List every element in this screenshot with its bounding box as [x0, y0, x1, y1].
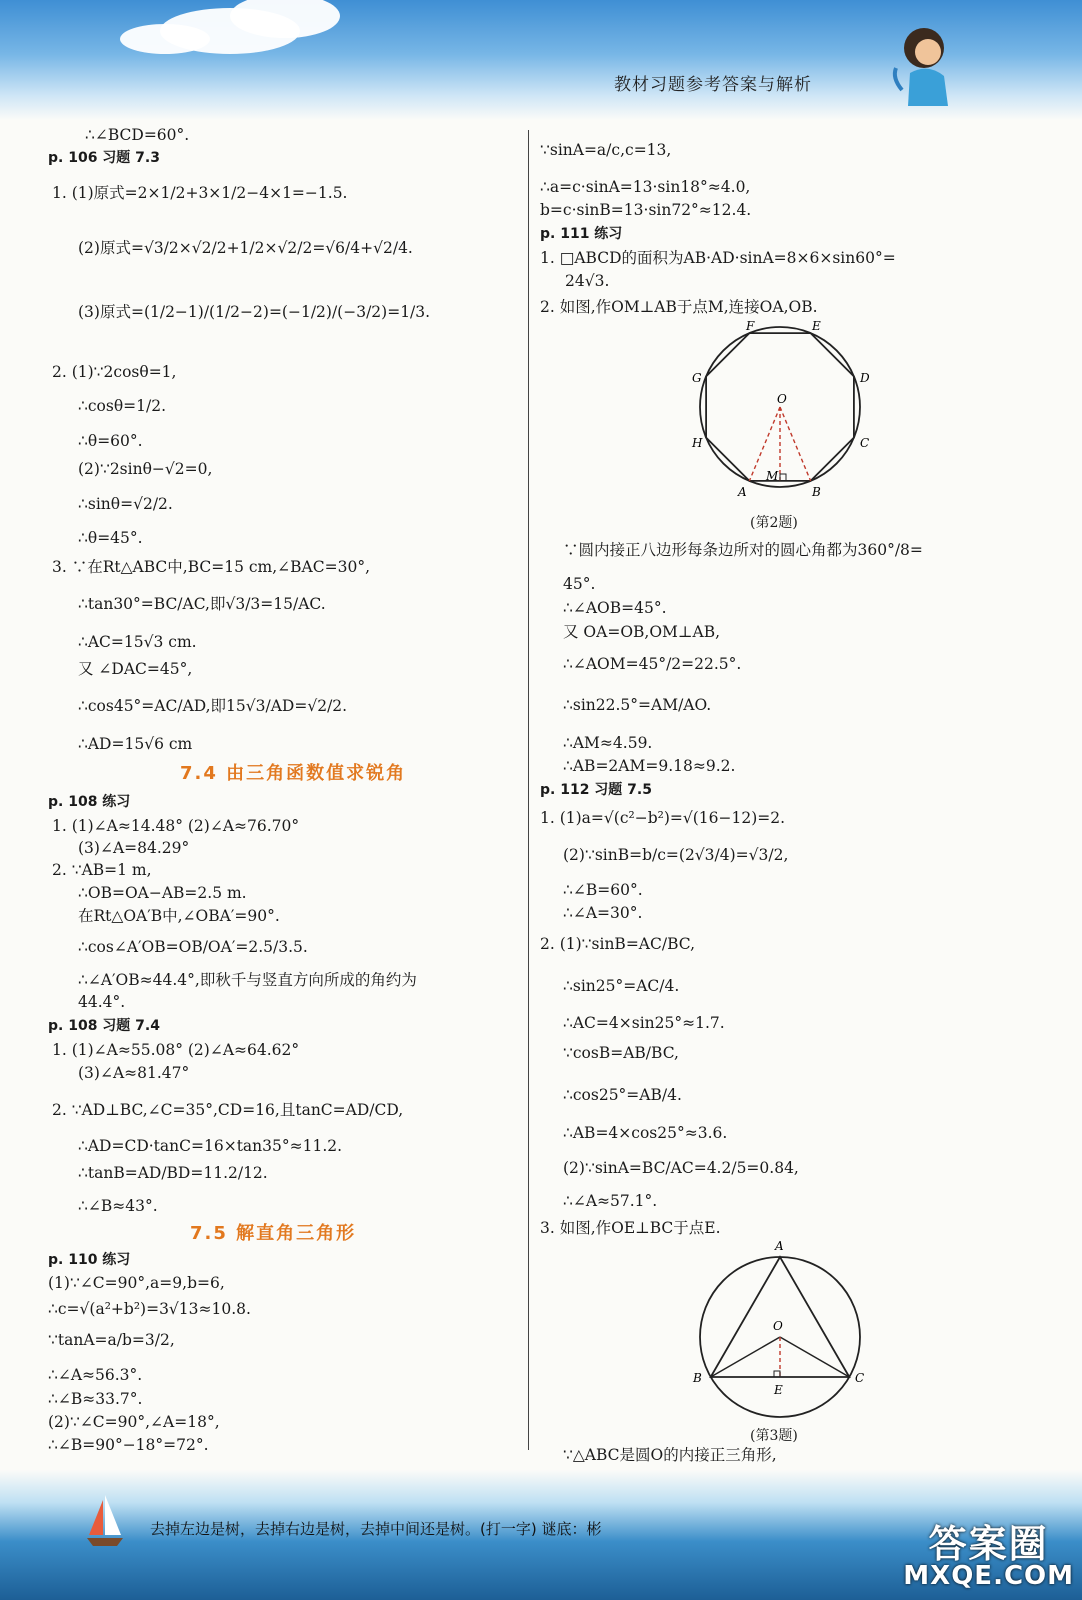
text-line: (3)原式=(1/2−1)/(1/2−2)=(−1/2)/(−3/2)=1/3. [78, 303, 431, 321]
figure-caption: (第2题) [750, 515, 798, 531]
vertex-label: B [812, 485, 821, 499]
text-line: 45°. [563, 575, 596, 593]
text-line: b=c·sinB=13·sin72°≈12.4. [540, 201, 752, 219]
exercise-heading: p. 106 习题 7.3 [48, 150, 160, 166]
text-line: ∴sin25°=AC/4. [563, 977, 680, 995]
text-line: ∴cos45°=AC/AD,即15√3/AD=√2/2. [78, 697, 348, 715]
text-line: ∴AD=CD·tanC=16×tan35°≈11.2. [78, 1137, 343, 1155]
text-line: 3. ∵在Rt△ABC中,BC=15 cm,∠BAC=30°, [52, 558, 370, 576]
watermark-domain: MXQE.COM [903, 1561, 1074, 1591]
vertex-label: F [746, 319, 755, 333]
right-angle-mark [780, 474, 786, 481]
site-watermark [903, 1522, 1074, 1591]
exercise-heading: p. 111 练习 [540, 226, 623, 242]
vertex-label: C [860, 436, 870, 450]
text-line: 1. (1)∠A≈14.48° (2)∠A≈76.70° [52, 817, 300, 835]
text-line: ∴∠B=60°. [563, 881, 643, 899]
text-line: 2. 如图,作OM⊥AB于点M,连接OA,OB. [540, 298, 818, 316]
text-line: 1. □ABCD的面积为AB·AD·sinA=8×6×sin60°= [540, 249, 896, 267]
text-line: ∴cos25°=AB/4. [563, 1086, 682, 1104]
segment-OB [780, 407, 811, 481]
text-line: 又 OA=OB,OM⊥AB, [563, 623, 721, 641]
section-title: 7.5 解直角三角形 [190, 1223, 357, 1244]
vertex-label: D [860, 371, 870, 385]
exercise-heading: p. 108 练习 [48, 794, 131, 810]
text-line: ∵△ABC是圆O的内接正三角形, [563, 1446, 777, 1464]
text-line: ∴cosθ=1/2. [78, 397, 167, 415]
text-line: ∴∠A≈57.1°. [563, 1192, 658, 1210]
text-line: ∴AD=15√6 cm [78, 735, 193, 753]
watermark-title: 答案圈 [928, 1522, 1049, 1566]
text-line: ∴AM≈4.59. [563, 734, 653, 752]
text-line: ∴θ=60°. [78, 432, 143, 450]
text-line: ∴∠AOB=45°. [563, 599, 667, 617]
text-line: ∴a=c·sinA=13·sin18°≈4.0, [540, 178, 751, 196]
text-line: 2. (1)∵sinB=AC/BC, [540, 935, 695, 953]
text-line: 2. ∵AD⊥BC,∠C=35°,CD=16,且tanC=AD/CD, [52, 1101, 404, 1119]
text-line: 24√3. [565, 272, 610, 290]
text-line: (3)∠A=84.29° [78, 839, 190, 857]
vertex-label: O [777, 392, 787, 406]
vertex-label: C [855, 1371, 865, 1385]
text-line: 3. 如图,作OE⊥BC于点E. [540, 1219, 721, 1237]
text-line: 在Rt△OA′B中,∠OBA′=90°. [78, 907, 280, 925]
text-line: 44.4°. [78, 993, 126, 1011]
text-line: 1. (1)原式=2×1/2+3×1/2−4×1=−1.5. [52, 184, 348, 202]
text-line: (2)∵∠C=90°,∠A=18°, [48, 1413, 220, 1431]
text-line: ∴c=√(a²+b²)=3√13≈10.8. [48, 1300, 251, 1318]
text-line: 2. ∵AB=1 m, [52, 861, 152, 879]
text-line: (1)∵∠C=90°,a=9,b=6, [48, 1274, 225, 1292]
vertex-label: G [692, 371, 702, 385]
text-line: (2)∵sinB=b/c=(2√3/4)=√3/2, [563, 846, 789, 864]
text-line: ∴OB=OA−AB=2.5 m. [78, 884, 247, 902]
text-line: ∴∠B≈33.7°. [48, 1390, 143, 1408]
text-line: ∴∠B≈43°. [78, 1197, 158, 1215]
text-line: ∴sin22.5°=AM/AO. [563, 696, 712, 714]
text-line: ∴tan30°=BC/AC,即√3/3=15/AC. [78, 595, 326, 613]
header-title: 教材习题参考答案与解析 [614, 75, 812, 95]
right-angle-mark [774, 1371, 780, 1377]
text-line: ∴∠BCD=60°. [85, 126, 190, 144]
exercise-heading: p. 110 练习 [48, 1252, 131, 1268]
text-line: ∴cos∠A′OB=OB/OA′=2.5/3.5. [78, 938, 308, 956]
vertex-label: A [775, 1239, 784, 1253]
text-line: ∴tanB=AD/BD=11.2/12. [78, 1164, 268, 1182]
vertex-label: E [774, 1383, 783, 1397]
text-line: (2)∵sinA=BC/AC=4.2/5=0.84, [563, 1159, 799, 1177]
text-line: ∴AB=2AM=9.18≈9.2. [563, 757, 736, 775]
vertex-label: M [766, 469, 779, 483]
text-line: (2)∵2sinθ−√2=0, [78, 460, 213, 478]
text-line: ∴sinθ=√2/2. [78, 495, 173, 513]
text-line: (3)∠A≈81.47° [78, 1064, 190, 1082]
section-title: 7.4 由三角函数值求锐角 [180, 763, 407, 784]
text-line: ∴AC=4×sin25°≈1.7. [563, 1014, 725, 1032]
text-line: 2. (1)∵2cosθ=1, [52, 363, 177, 381]
text-line: ∵cosB=AB/BC, [563, 1044, 679, 1062]
text-line: (2)原式=√3/2×√2/2+1/2×√2/2=√6/4+√2/4. [78, 239, 413, 257]
triangle-figure [685, 1232, 875, 1422]
vertex-label: E [812, 319, 821, 333]
footer-riddle: 去掉左边是树，去掉右边是树，去掉中间还是树。(打一字) 谜底：彬 [150, 1520, 602, 1538]
segment-OC [780, 1337, 849, 1377]
exercise-heading: p. 108 习题 7.4 [48, 1018, 160, 1034]
vertex-label: A [738, 485, 747, 499]
sailboat-illustration [85, 1490, 125, 1550]
text-line: ∴AC=15√3 cm. [78, 633, 197, 651]
octagon-figure [680, 312, 880, 512]
text-line: ∵tanA=a/b=3/2, [48, 1331, 175, 1349]
text-line: ∴∠A=30°. [563, 904, 643, 922]
vertex-label: B [693, 1371, 702, 1385]
vertex-label: O [773, 1319, 783, 1333]
text-line: ∵sinA=a/c,c=13, [540, 141, 672, 159]
figure-caption: (第3题) [750, 1428, 798, 1444]
text-line: ∵圆内接正八边形每条边所对的圆心角都为360°/8= [563, 541, 923, 559]
text-line: 1. (1)∠A≈55.08° (2)∠A≈64.62° [52, 1041, 300, 1059]
text-line: ∴∠A≈56.3°. [48, 1366, 143, 1384]
text-line: ∴∠AOM=45°/2=22.5°. [563, 655, 742, 673]
text-line: ∴∠B=90°−18°=72°. [48, 1436, 209, 1454]
vertex-label: H [692, 436, 703, 450]
exercise-heading: p. 112 习题 7.5 [540, 782, 652, 798]
text-line: 又 ∠DAC=45°, [78, 660, 193, 678]
text-line: ∴θ=45°. [78, 529, 143, 547]
segment-OB [711, 1337, 780, 1377]
text-line: ∴∠A′OB≈44.4°,即秋千与竖直方向所成的角约为 [78, 971, 417, 989]
text-line: ∴AB=4×cos25°≈3.6. [563, 1124, 728, 1142]
text-line: 1. (1)a=√(c²−b²)=√(16−12)=2. [540, 809, 786, 827]
